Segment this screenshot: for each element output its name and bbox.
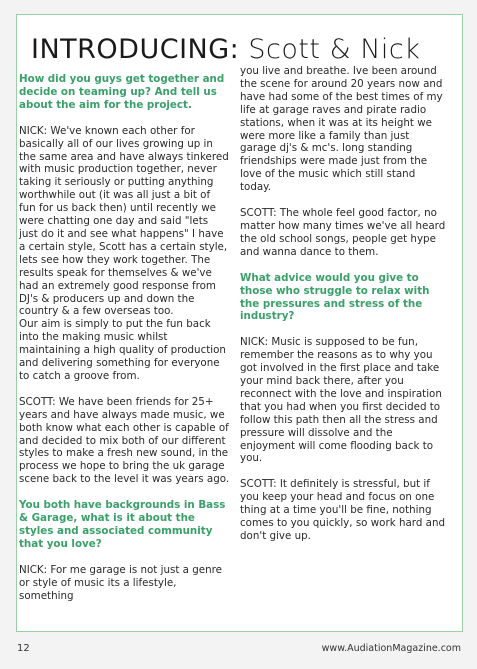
answer-scott-3: SCOTT: It definitely is stressful, but if you keep your head and focus on one thing at a time you'll be fine, nothing comes to you quickly, so work hard and don't give up.	[240, 478, 446, 542]
page-number: 12	[17, 643, 30, 654]
page-title	[31, 35, 420, 65]
answer-nick-1-aim: Our aim is simply to put the fun back into the making music whilst maintaining a high quality of production and delivering something for everyone to catch a groove from.	[19, 318, 226, 382]
answer-nick-1: NICK: We've known each other for basically all of our lives growing up in the same area and have always tinkered with music production together, never taking it seriously or putting anything worthwhile out (it was all just a bit of fun for us back then) until recently we were chatting one day and said "lets just do it and see what happens" I have a certain style, Scott has a certain style, lets see how they work together. The results speak for themselves & we've had an extremely good response from DJ's & producers up and down the country & a few overseas too.	[19, 124, 229, 318]
question-3: What advice would you give to those who struggle to relax with the pressures and stress of the industry?	[240, 271, 430, 323]
answer-nick-2-continued: you live and breathe. Ive been around the scene for around 20 years now and have had some of the best times of my life at garage raves and pirate radio stations, when it was at its height we were more like a family than just garage dj's & mc's. long standing friendships were made just from the love of the music which still stand today.	[240, 65, 443, 194]
question-1: How did you guys get together and decide on teaming up? And tell us about the aim for the project.	[19, 73, 225, 111]
answer-scott-2: SCOTT: The whole feel good factor, no matter how many times we've all heard the old school songs, people get hype and wanna dance to them.	[240, 207, 446, 258]
title-names: Scott & Nick	[248, 34, 421, 65]
answer-nick-2: NICK: For me garage is not just a genre or style of music its a lifestyle, something	[19, 563, 222, 602]
answer-nick-3: NICK: Music is supposed to be fun, remember the reasons as to why you got involved in the first place and take your mind back there, after you reconnect with the love and inspiration that you had when you first decided to follow this path then all the stress and pressure will dissolve and the enjoyment will come flooding back to you.	[240, 336, 442, 465]
title-lead: INTRODUCING:	[31, 34, 240, 65]
right-column	[240, 65, 446, 556]
footer-url: www.AudiationMagazine.com	[321, 643, 461, 654]
answer-scott-1: SCOTT: We have been friends for 25+ years and have always made music, we both know what each other is capable of and decided to mix both of our different styles to make a fresh new sound, in the process we hope to bring the uk garage scene back to the level it was years ago.	[19, 395, 230, 486]
question-2: You both have backgrounds in Bass & Garage, what is it about the styles and associated community that you love?	[19, 499, 226, 550]
left-column	[19, 73, 230, 616]
